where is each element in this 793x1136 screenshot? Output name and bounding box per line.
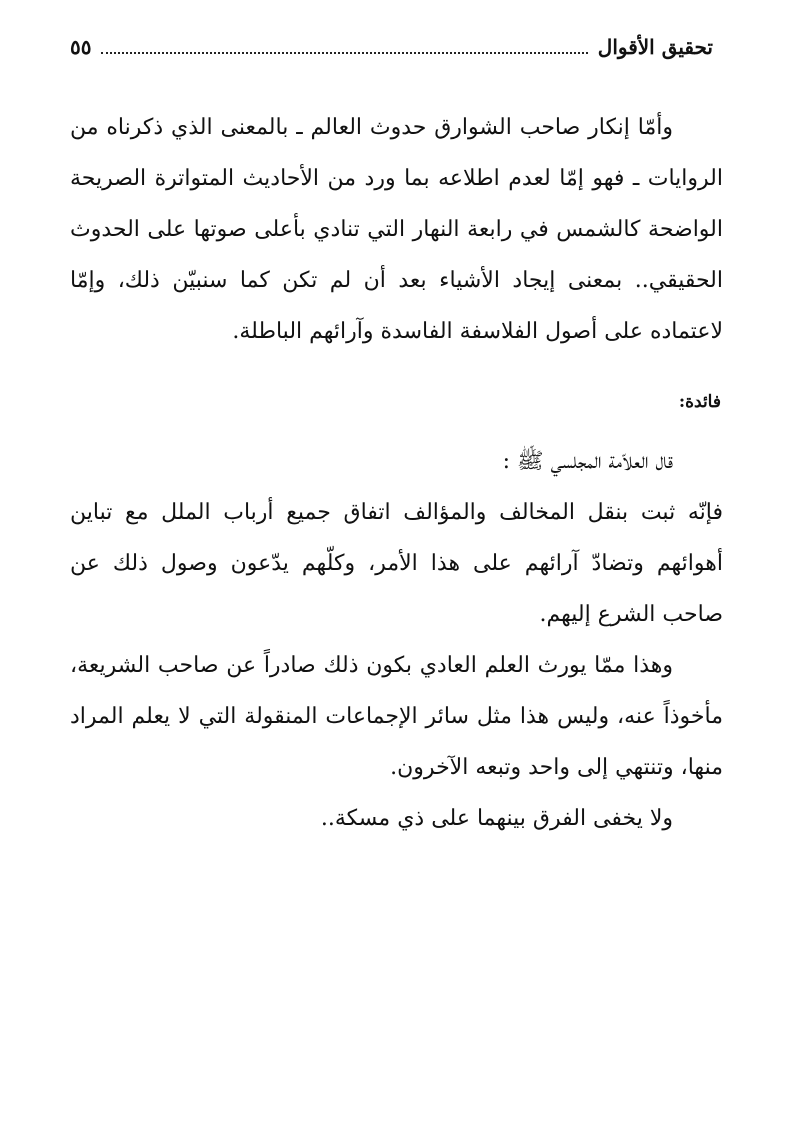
paragraph-difference: ولا يخفى الفرق بينهما على ذي مسكة.. [320,806,673,831]
paragraph-shawariq: وأمّا إنكار صاحب الشوارق حدوث العالم ـ بالمعنى الذي ذكرناه من الروايات ـ فهو إمّا لعدم اطلاعه بما ورد من الأحاديث المتواترة الصريحة الواضحة كالشمس في رابعة النهار التي تنادي بأعلى صوتها على الحدوث الحقيقي.. بمعنى إيجاد الأشياء بعد أن لم تكن كما سنبيّن ذلك، وإمّا لاعتماده على أصول الفلاسفة الفاسدة وآرائهم الباطلة. [70,115,723,344]
running-header-title: تحقيق الأقوال [597,35,713,59]
faida-text-block [70,436,723,844]
paragraph-knowledge: وهذا ممّا يورث العلم العادي بكون ذلك صادراً عن صاحب الشريعة، مأخوذاً عنه، وليس هذا مثل سائر الإجماعات المنقولة التي لا يعلم المراد منها، وتنتهي إلى واحد وتبعه الآخرون. [70,653,723,780]
dotted-leader [101,52,587,54]
page-number: ٥٥ [70,35,92,59]
quote-intro: قال العلاّمة المجلسي ﷺ : [502,449,673,474]
paragraph-consensus: فإنّه ثبت بنقل المخالف والمؤالف اتفاق جميع أرباب الملل مع تباين أهوائهم وتضادّ آرائهم على هذا الأمر، وكلّهم يدّعون وصول ذلك عن صاحب الشرع إليهم. [70,500,723,627]
running-header [70,32,713,62]
main-text-block [70,102,723,357]
section-label-faida: فائدة: [678,392,721,412]
